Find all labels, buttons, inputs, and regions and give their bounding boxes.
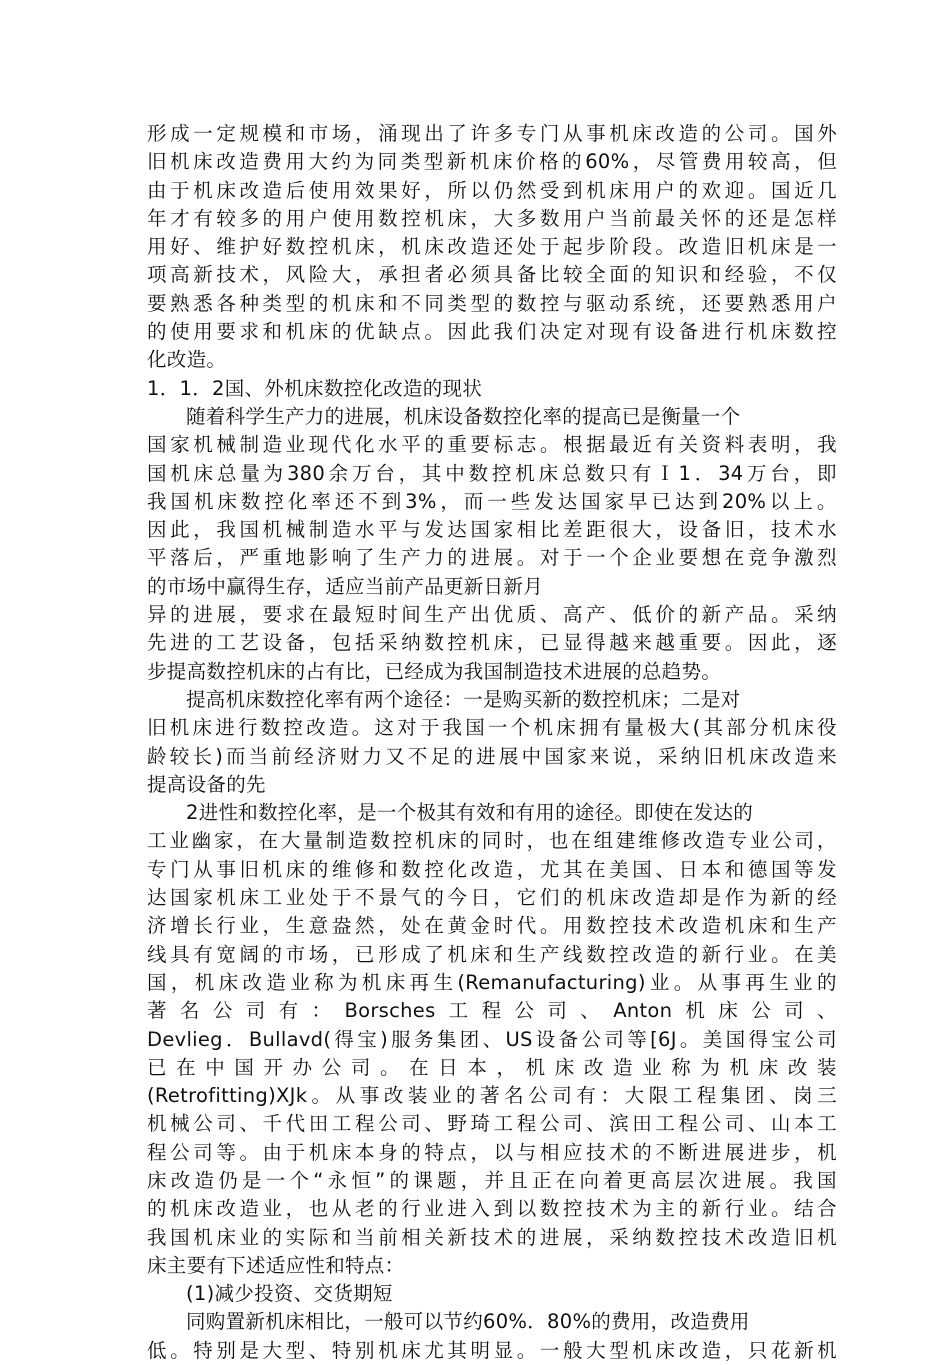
text-line: 已 在 中 国 开 办 公 司 。 在 日 本 ， 机 床 改 造 业 称 为 机 床 改 装: [147, 1055, 837, 1079]
text-line: (1)减少投资、交货期短: [186, 1282, 393, 1306]
text-line: (Retrofitting)XJk 。 从 事 改 装 业 的 著 名 公 司 有 ： 大 限 工 程 集 团 、 岗 三: [147, 1084, 837, 1108]
text-line: 2进性和数控化率，是一个极其有效和有用的途径。即使在发达的: [186, 801, 754, 825]
text-line: 国 ， 机 床 改 造 业 称 为 机 床 再 生 (Remanufacturing) 业 。 从 事 再 生 业 的: [147, 970, 837, 994]
text-line: 因 此 ， 我 国 机 械 制 造 水 平 与 发 达 国 家 相 比 差 距 很 大 ， 设 备 旧 ， 技 术 水: [147, 518, 837, 542]
text-line: 异 的 进 展 ， 要 求 在 最 短 时 间 生 产 出 优 质 、 高 产 、 低 价 的 新 产 品 。 采 纳: [147, 603, 837, 627]
text-line: 床 改 造 仍 是 一 个 “ 永 恒 ” 的 课 题 ， 并 且 正 在 向 着 更 高 层 次 进 展 。 我 国: [147, 1168, 837, 1192]
text-line: 程 公 司 等 。 由 于 机 床 本 身 的 特 点 ， 以 与 相 应 技 术 的 不 断 进 展 进 步 ， 机: [147, 1140, 837, 1164]
text-line: 平 落 后 ， 严 重 地 影 响 了 生 产 力 的 进 展 。 对 于 一 个 企 业 要 想 在 竞 争 激 烈: [147, 546, 837, 570]
text-line: 济 增 长 行 业 ， 生 意 盎 然 ， 处 在 黄 金 时 代 。 用 数 控 技 术 改 造 机 床 和 生 产: [147, 914, 837, 938]
text-line: 步提高数控机床的占有比，已经成为我国制造技术进展的总趋势。: [147, 659, 722, 683]
text-line: 先 进 的 工 艺 设 备 ， 包 括 采 纳 数 控 机 床 ， 已 显 得 越 来 越 重 要 。 因 此 ， 逐: [147, 631, 837, 655]
text-line: Devlieg ． Bullavd( 得 宝 ) 服 务 集 团 、 US 设 备 公 司 等 [6J 。 美 国 得 宝 公 司: [147, 1027, 837, 1051]
text-line: 国 家 机 械 制 造 业 现 代 化 水 平 的 重 要 标 志 。 根 据 最 近 有 关 资 料 表 明 ， 我: [147, 433, 837, 457]
text-line: 龄 较 长 ) 而 当 前 经 济 财 力 又 不 足 的 进 展 中 国 家 来 说 ， 采 纳 旧 机 床 改 造 来: [147, 744, 837, 768]
text-line: 达 国 家 机 床 工 业 处 于 不 景 气 的 今 日 ， 它 们 的 机 床 改 造 却 是 作 为 新 的 经: [147, 886, 837, 910]
document-body: [147, 120, 837, 1365]
text-line: 旧 机 床 进 行 数 控 改 造 。 这 对 于 我 国 一 个 机 床 拥 有 量 极 大 ( 其 部 分 机 床 役: [147, 716, 837, 740]
text-line: 线 具 有 宽 阔 的 市 场 ， 已 形 成 了 机 床 和 生 产 线 数 控 改 造 的 新 行 业 。 在 美: [147, 942, 837, 966]
text-line: 用 好 、 维 护 好 数 控 机 床 ， 机 床 改 造 还 处 于 起 步 阶 段 。 改 造 旧 机 床 是 一: [147, 235, 837, 259]
section-heading: 1．1．2国、外机床数控化改造的现状: [147, 376, 483, 400]
text-line: 的 机 床 改 造 业 ， 也 从 老 的 行 业 进 入 到 以 数 控 技 术 为 主 的 新 行 业 。 结 合: [147, 1197, 837, 1221]
text-line: 要 熟 悉 各 种 类 型 的 机 床 和 不 同 类 型 的 数 控 与 驱 动 系 统 ， 还 要 熟 悉 用 户: [147, 291, 837, 315]
text-line: 床主要有下述适应性和特点：: [147, 1253, 405, 1277]
text-line: 随着科学生产力的进展，机床设备数控化率的提高已是衡量一个: [186, 404, 741, 428]
text-line: 由 于 机 床 改 造 后 使 用 效 果 好 ， 所 以 仍 然 受 到 机 床 用 户 的 欢 迎 。 国 近 几: [147, 178, 837, 202]
text-line: 低 。 特 别 是 大 型 、 特 别 机 床 尤 其 明 显 。 一 般 大 型 机 床 改 造 ， 只 花 新 机: [147, 1338, 837, 1362]
text-line: 机 械 公 司 、 千 代 田 工 程 公 司 、 野 琦 工 程 公 司 、 滨 田 工 程 公 司 、 山 本 工: [147, 1112, 837, 1136]
text-line: 提高设备的先: [147, 772, 266, 796]
text-line: 形 成 一 定 规 模 和 市 场 ， 涌 现 出 了 许 多 专 门 从 事 机 床 改 造 的 公 司 。 国 外: [147, 122, 837, 145]
text-line: 的市场中赢得生存，适应当前产品更新日新月: [147, 574, 544, 598]
text-line: 专 门 从 事 旧 机 床 的 维 修 和 数 控 化 改 造 ， 尤 其 在 美 国 、 日 本 和 德 国 等 发: [147, 857, 837, 881]
text-line: 的 使 用 要 求 和 机 床 的 优 缺 点 。 因 此 我 们 决 定 对 现 有 设 备 进 行 机 床 数 控: [147, 320, 837, 344]
text-line: 提高机床数控化率有两个途径：一是购买新的数控机床；二是对: [186, 687, 741, 711]
text-line: 我 国 机 床 数 控 化 率 还 不 到 3% ， 而 一 些 发 达 国 家 早 已 达 到 20% 以 上 。: [147, 489, 837, 513]
text-line: 我 国 机 床 业 的 实 际 和 当 前 相 关 新 技 术 的 进 展 ， 采 纳 数 控 技 术 改 造 旧 机: [147, 1225, 837, 1249]
text-line: 国 机 床 总 量 为 380 余 万 台 ， 其 中 数 控 机 床 总 数 只 有 Ｉ 1 ． 34 万 台 ， 即: [147, 461, 837, 485]
text-line: 旧 机 床 改 造 费 用 大 约 为 同 类 型 新 机 床 价 格 的 60% ， 尽 管 费 用 较 高 ， 但: [147, 150, 837, 174]
text-line: 同购置新机床相比，一般可以节约60%．80%的费用，改造费用: [186, 1310, 750, 1334]
text-line: 著 名 公 司 有 ： Borsches 工 程 公 司 、 Anton 机 床 公 司 、: [147, 999, 837, 1023]
text-line: 项 高 新 技 术 ， 风 险 大 ， 承 担 者 必 须 具 备 比 较 全 面 的 知 识 和 经 验 ， 不 仅: [147, 263, 837, 287]
text-line: 化改造。: [147, 348, 227, 372]
text-line: 年 才 有 较 多 的 用 户 使 用 数 控 机 床 ， 大 多 数 用 户 当 前 最 关 怀 的 还 是 怎 样: [147, 206, 837, 230]
text-line: 工 业 幽 家 ， 在 大 量 制 造 数 控 机 床 的 同 时 ， 也 在 组 建 维 修 改 造 专 业 公 司 ，: [147, 829, 837, 853]
